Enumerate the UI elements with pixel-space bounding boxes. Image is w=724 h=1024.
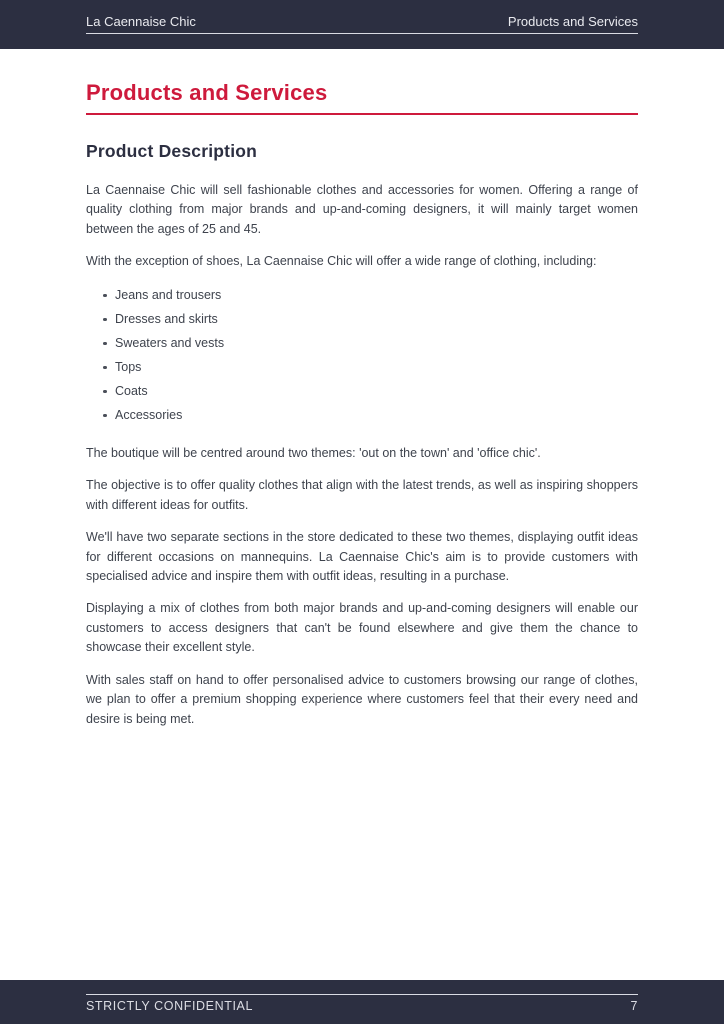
page-title: Products and Services <box>86 80 638 115</box>
page-footer-inner <box>86 980 638 1013</box>
page-header-rule <box>86 0 638 34</box>
paragraph: The objective is to offer quality clothes that align with the latest trends, as well as inspiring shoppers with different ideas for outfits. <box>86 478 638 512</box>
section-heading: Product Description <box>86 141 258 161</box>
paragraph: We'll have two separate sections in the store dedicated to these two themes, displaying outfit ideas for different occasions on mannequins. La Caennaise Chic's aim is to provide customers with specialised advice and inspire them with outfit ideas, resulting in a purchase. <box>86 530 638 584</box>
clothing-bullet-list <box>86 286 638 425</box>
paragraph: With sales staff on hand to offer personalised advice to customers browsing our range of clothes, we plan to offer a premium shopping experience where customers feel that their every need and desire is being met. <box>86 672 638 726</box>
page-header <box>0 0 724 49</box>
confidentiality-notice: STRICTLY CONFIDENTIAL <box>86 999 254 1013</box>
header-right-text: Products and Services <box>507 14 638 29</box>
list-item: Jeans and trousers <box>103 286 638 305</box>
paragraph: La Caennaise Chic will sell fashionable clothes and accessories for women. Offering a range of quality clothing from major brands and up-and-coming designers, it will mainly target women between the ages of 25 and 45. <box>86 183 638 236</box>
page-footer <box>0 980 724 1024</box>
footer-row <box>86 995 638 1013</box>
document-body <box>0 49 724 980</box>
paragraph: Displaying a mix of clothes from both major brands and up-and-coming designers will enable our customers to access designers that can't be found elsewhere and give them the chance to showcase their excellent style. <box>86 601 638 655</box>
list-item: Sweaters and vests <box>103 334 638 353</box>
list-item: Dresses and skirts <box>103 310 638 329</box>
paragraph: With the exception of shoes, La Caennaise Chic will offer a wide range of clothing, including: <box>86 254 597 269</box>
page-number: 7 <box>630 999 638 1013</box>
list-item: Tops <box>103 358 638 377</box>
header-left-text: La Caennaise Chic <box>86 14 196 29</box>
list-item: Accessories <box>103 406 638 425</box>
list-item: Coats <box>103 382 638 401</box>
paragraph: The boutique will be centred around two themes: 'out on the town' and 'office chic'. <box>86 446 541 461</box>
